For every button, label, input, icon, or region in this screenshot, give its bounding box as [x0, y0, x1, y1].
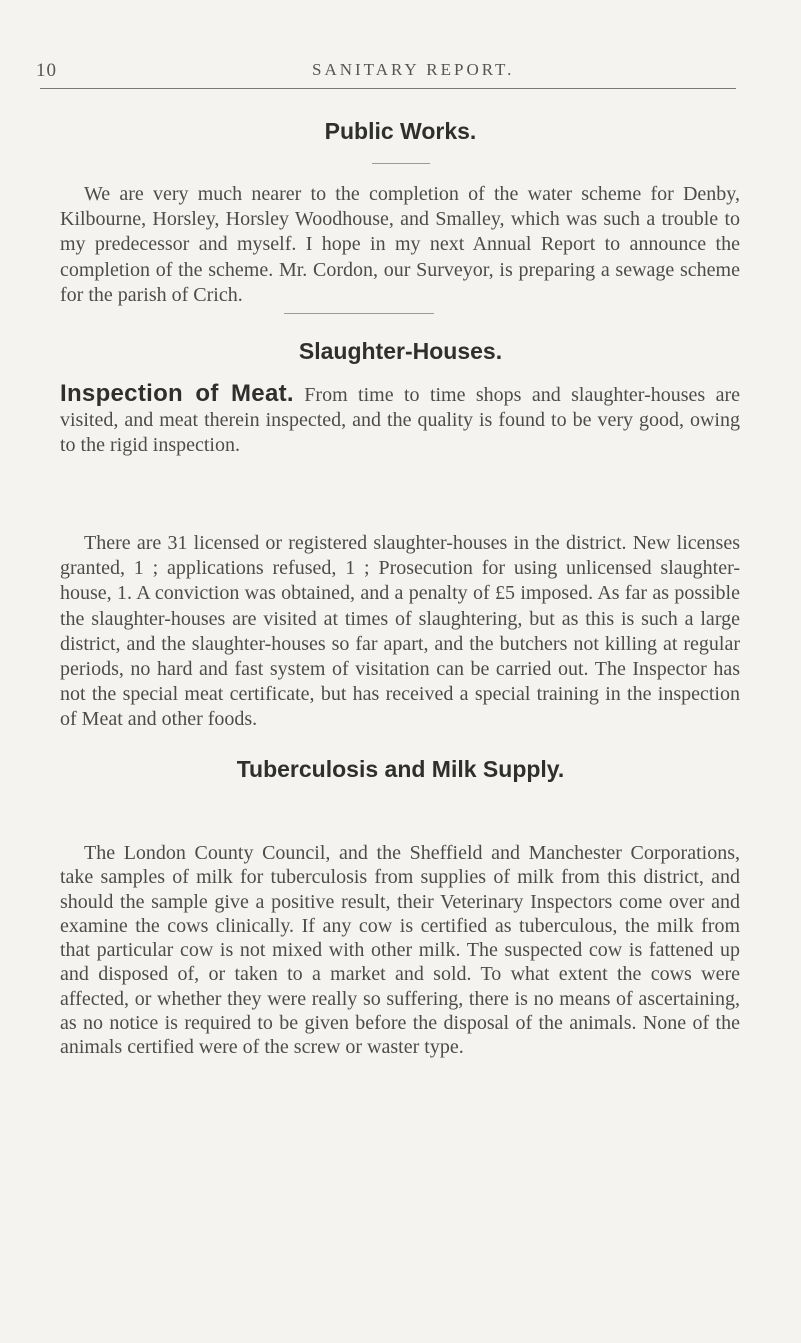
- divider-rule: [372, 163, 430, 164]
- inspection-text: From time to time shops and slaughter-houses are visited, and meat therein inspected, and the quality is found to be very good, owing to the rigid inspection.: [60, 384, 740, 457]
- heading-tuberculosis-milk-supply: Tuberculosis and Milk Supply.: [236, 756, 565, 782]
- running-head: [36, 60, 756, 90]
- paragraph-public-works: We are very much nearer to the completion of the water scheme for Denby, Kilbourne, Horsley, Horsley Woodhouse, and Smalley, which was such a trouble to my predecessor and myself. I hope in my next Annual Report to announce the completion of the scheme. Mr. Cordon, our Surveyor, is preparing a sewage scheme for the parish of Crich.: [60, 183, 740, 306]
- divider-rule: [284, 313, 434, 314]
- paragraph-tuberculosis: The London County Council, and the Sheffield and Manchester Corporations, take samples of milk for tuberculosis from supplies of milk from this district, and should the sample give a positive result, their Veterinary Inspectors come over and examine the cows clinically. If any cow is certified as tuberculous, the milk from that particular cow is not mixed with other milk. The suspected cow is fattened up and disposed of, or taken to a market and sold. To what extent the cows were affected, or whether they were really so suffering, there is no means of ascertaining, as no notice is required to be given before the disposal of the animals. None of the animals certified were of the screw or waster type.: [60, 842, 740, 1059]
- paragraph-slaughter-houses: There are 31 licensed or registered slaughter-houses in the district. New licenses granted, 1 ; applications refused, 1 ; Prosecution for using unlicensed slaughter-house, 1. A conviction was obtained, and a penalty of £5 imposed. As far as possible the slaughter-houses are visited at times of slaughtering, but as this is such a large district, and the slaughter-houses so far apart, and the butchers not killing at regular periods, no hard and fast system of visitation can be carried out. The Inspector has not the special meat certificate, but has received a special training in the inspection of Meat and other foods.: [60, 532, 740, 731]
- heading-public-works: Public Works.: [324, 118, 477, 144]
- page-number: 10: [36, 60, 57, 81]
- runin-heading-inspection-of-meat: Inspection of Meat.: [60, 380, 294, 407]
- paragraph-inspection-of-meat: [60, 381, 740, 459]
- header-rule: [40, 88, 736, 89]
- running-title: SANITARY REPORT.: [312, 60, 515, 79]
- heading-slaughter-houses: Slaughter-Houses.: [298, 338, 503, 364]
